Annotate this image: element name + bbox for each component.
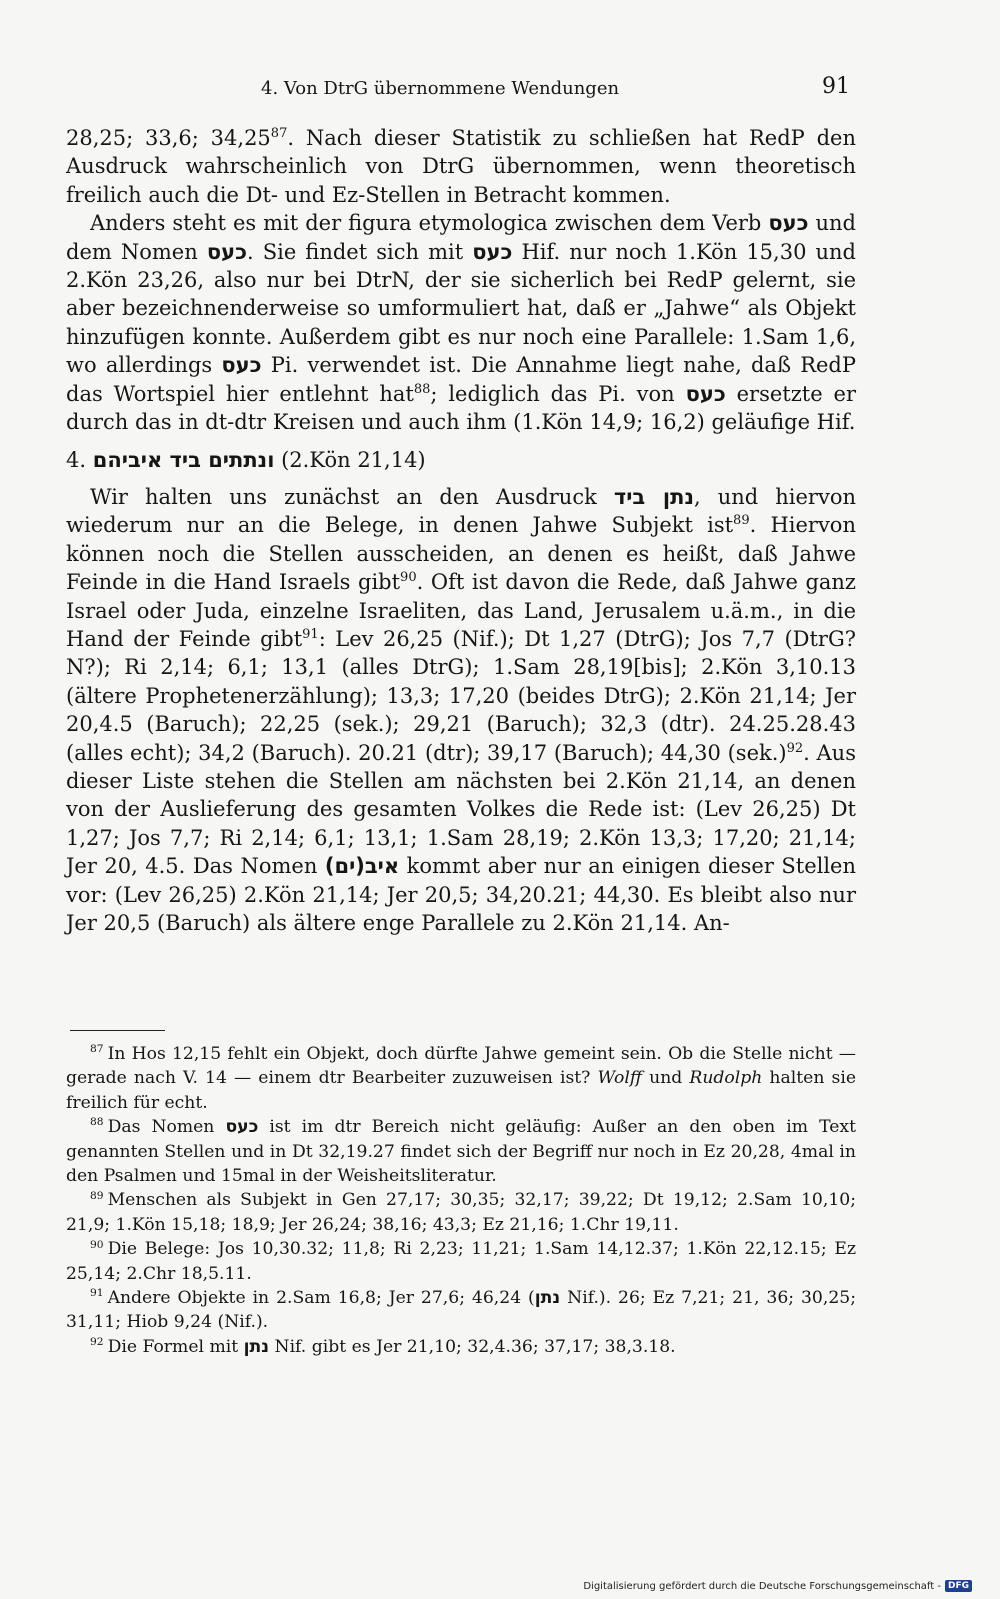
footnote-number: 91	[90, 1286, 104, 1300]
section-reference: (2.Kön 21,14)	[274, 448, 426, 473]
paragraph-3	[66, 483, 856, 938]
text-run: Wir halten uns zunächst an den Ausdruck	[90, 484, 614, 509]
text-run: In Hos 12,15 fehlt ein Objekt, doch dürfte Jahwe gemeint sein. Ob die Stelle nicht — gerade nach V. 14 — einem dtr Bearbeiter zuzuweisen ist?	[66, 1044, 856, 1089]
footnote-number: 89	[90, 1188, 104, 1202]
text-run: Nif. gibt es Jer 21,10; 32,4.36; 37,17; 38,3.18.	[269, 1336, 676, 1357]
footnote-ref-92[interactable]: 92	[786, 740, 804, 756]
text-run: 28,25; 33,6; 34,25	[66, 126, 271, 150]
footnote-91	[66, 1286, 856, 1335]
dfg-logo: DFG	[945, 1580, 972, 1592]
text-run: . Sie findet sich mit	[246, 239, 473, 264]
main-text	[66, 124, 856, 937]
text-run: . Nach dieser Statistik zu schließen hat RedP den Ausdruck wahrscheinlich von DtrG übernommen, wenn theoretisch freilich auch die Dt- und Ez-Stellen in Betracht kommen.	[66, 126, 856, 207]
footnote-88	[66, 1115, 856, 1188]
text-run: ist im dtr Bereich nicht geläufig: Außer an den oben im Text genannten Stellen und in Dt 32,19.27 findet sich der Begriff nur noch in Ez 20,28, 4mal in den Psalmen und 15mal in der Weisheitsliteratur.	[66, 1117, 857, 1187]
running-title: 4. Von DtrG übernommene Wendungen	[261, 78, 620, 99]
running-header	[66, 74, 856, 108]
paragraph-2	[66, 209, 856, 436]
text-run: ersetzte er durch das in dt-dtr Kreisen und auch ihm (1.Kön 14,9; 16,2) geläufige Hif.	[66, 381, 856, 435]
footnote-number: 87	[90, 1042, 104, 1056]
footnote-ref-90[interactable]: 90	[400, 570, 417, 586]
credit-text: Digitalisierung gefördert durch die Deutsche Forschungsgemeinschaft -	[583, 1580, 941, 1592]
text-run: Pi. verwendet ist. Die Annahme liegt nahe, daß RedP das Wortspiel hier entlehnt hat	[66, 353, 857, 406]
hebrew-word: איב(ים)	[324, 854, 400, 879]
footnote-ref-91[interactable]: 91	[302, 626, 319, 642]
digitization-credit	[583, 1580, 972, 1592]
hebrew-word: כעס	[768, 211, 809, 236]
author-name: Rudolph	[689, 1068, 763, 1089]
text-run: und dem Nomen	[66, 211, 856, 264]
section-number: 4.	[66, 448, 93, 473]
footnote-separator	[70, 1030, 165, 1031]
footnote-ref-88[interactable]: 88	[413, 381, 431, 397]
text-run: Das Nomen	[107, 1117, 226, 1138]
hebrew-word: נתן ביד	[613, 484, 694, 509]
text-run: Andere Objekte in 2.Sam 16,8; Jer 27,6; 46,24 (	[107, 1288, 535, 1309]
hebrew-word: כעס	[472, 239, 513, 264]
footnote-90	[66, 1237, 856, 1286]
footnotes	[66, 1042, 856, 1359]
author-name: Wolff	[597, 1068, 643, 1089]
text-run: . Aus dieser Liste stehen die Stellen am nächsten bei 2.Kön 21,14, an denen von der Auslieferung des gesamten Volkes die Rede ist: (Lev 26,25) Dt 1,27; Jos 7,7; Ri 2,14; 6,1; 13,1; 1.Sam 28,19; 2.Kön 13,3; 17,20; 21,14; Jer 20, 4.5. Das Nomen	[66, 740, 856, 879]
footnote-number: 92	[90, 1335, 104, 1349]
hebrew-word: כעס	[206, 239, 247, 264]
text-run: . Hiervon können noch die Stellen ausscheiden, an denen es heißt, daß Jahwe Feinde in die Hand Israels gibt	[66, 513, 856, 595]
hebrew-word: נתן	[243, 1336, 270, 1357]
text-run: Die Belege: Jos 10,30.32; 11,8; Ri 2,23; 11,21; 1.Sam 14,12.37; 1.Kön 22,12.15; Ez 25,14; 2.Chr 18,5.11.	[66, 1239, 856, 1284]
hebrew-phrase: ונתתים ביד איביהם	[92, 448, 275, 473]
footnote-89	[66, 1188, 856, 1237]
text-run: : Lev 26,25 (Nif.); Dt 1,27 (DtrG); Jos 7,7 (DtrG? N?); Ri 2,14; 6,1; 13,1 (alles DtrG); 1.Sam 28,19[bis]; 2.Kön 3,10.13 (ältere Prophetenerzählung); 13,3; 17,20 (beides DtrG); 2.Kön 21,14; Jer 20,4.5 (Baruch); 22,25 (sek.); 29,21 (Baruch); 32,3 (dtr). 24.25.28.43 (alles echt); 34,2 (Baruch). 20.21 (dtr); 39,17 (Baruch); 44,30 (sek.)	[66, 626, 856, 765]
text-run: kommt aber nur an einigen dieser Stellen vor: (Lev 26,25) 2.Kön 21,14; Jer 20,5; 34,20.21; 44,30. Es bleibt also nur Jer 20,5 (Baruch) als ältere enge Parallele zu 2.Kön 21,14. An-	[66, 854, 857, 935]
hebrew-word: כעס	[685, 381, 726, 406]
hebrew-word: כעס	[221, 353, 262, 378]
footnote-ref-87[interactable]: 87	[270, 126, 288, 141]
text-run: Anders steht es mit der figura etymologica zwischen dem Verb	[90, 211, 769, 236]
hebrew-word: כעס	[225, 1117, 259, 1138]
footnote-ref-89[interactable]: 89	[733, 513, 750, 529]
footnote-87	[66, 1042, 856, 1115]
text-run: halten sie freilich für echt.	[66, 1068, 856, 1113]
paragraph-1	[66, 124, 856, 209]
footnote-92	[66, 1335, 856, 1359]
footnote-number: 90	[90, 1237, 104, 1251]
text-run: ; lediglich das Pi. von	[430, 381, 686, 406]
page-number: 91	[822, 74, 850, 99]
section-heading-4	[66, 446, 856, 474]
text-run: . Oft ist davon die Rede, daß Jahwe ganz Israel oder Juda, einzelne Israeliten, das Land, Jerusalem u.ä.m., in die Hand der Feinde gibt	[66, 570, 856, 651]
hebrew-word: נתן	[534, 1288, 561, 1309]
text-run: Menschen als Subjekt in Gen 27,17; 30,35; 32,17; 39,22; Dt 19,12; 2.Sam 10,10; 21,9; 1.Kön 15,18; 18,9; Jer 26,24; 38,16; 43,3; Ez 21,16; 1.Chr 19,11.	[66, 1190, 856, 1235]
text-run: , und hiervon wiederum nur an die Belege, in denen Jahwe Subjekt ist	[66, 484, 857, 538]
text-run: Hif. nur noch 1.Kön 15,30 und 2.Kön 23,26, also nur bei DtrN, der sie sicherlich bei RedP gelernt, sie aber bezeichnenderweise so umformuliert hat, daß er „Jahwe“ als Objekt hinzufügen konnte. Außerdem gibt es nur noch eine Parallele: 1.Sam 1,6, wo allerdings	[66, 239, 856, 378]
text-run: Die Formel mit	[107, 1336, 244, 1357]
text-run: und	[642, 1068, 690, 1089]
footnote-number: 88	[90, 1115, 104, 1129]
text-run: Nif.). 26; Ez 7,21; 21, 36; 30,25; 31,11; Hiob 9,24 (Nif.).	[66, 1288, 856, 1333]
